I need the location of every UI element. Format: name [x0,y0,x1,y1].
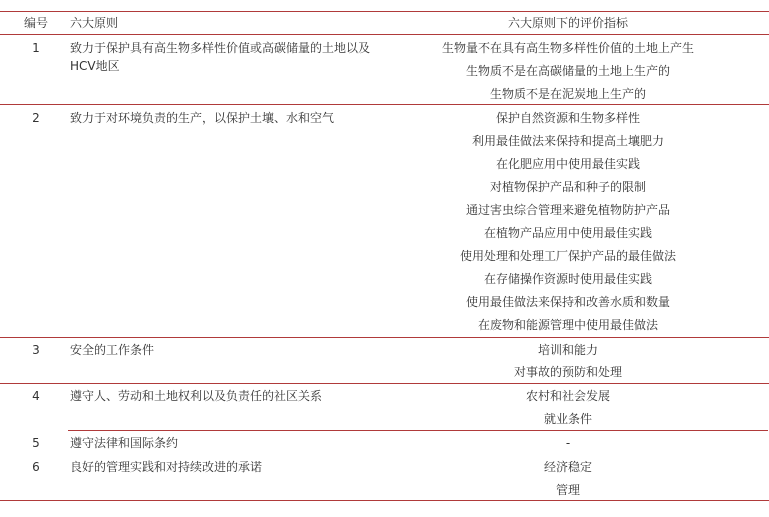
row-1-principle-line-2: HCV地区 [70,59,120,73]
row-4-indicator-2: 就业条件 [543,412,592,426]
row-1-principle-line-1: 致力于保护具有高生物多样性价值或高碳储量的土地以及 [70,41,371,55]
row-5-principle: 遵守法律和国际条约 [70,436,179,450]
header-indicators: 六大原则下的评价指标 [507,16,628,30]
row-2-indicator-6: 在植物产品应用中使用最佳实践 [483,226,652,240]
row-2-indicator-5: 通过害虫综合管理来避免植物防护产品 [465,203,670,217]
row-1-indicator-2: 生物质不是在高碳储量的土地上生产的 [465,64,670,78]
row-5-indicator-1: - [565,436,571,450]
row-3-indicator-1: 培训和能力 [537,343,598,357]
row-3-principle: 安全的工作条件 [70,343,155,357]
row-2-indicator-4: 对植物保护产品和种子的限制 [489,180,646,194]
row-1-indicator-1: 生物量不在具有高生物多样性价值的土地上产生 [441,41,694,55]
row-6-principle: 良好的管理实践和对持续改进的承诺 [70,460,263,474]
row-3-indicator-2: 对事故的预防和处理 [513,365,622,379]
row-6-number: 6 [32,460,40,474]
row-2-indicator-2: 利用最佳做法来保持和提高土壤肥力 [471,134,664,148]
row-2-indicator-9: 使用最佳做法来保持和改善水质和数量 [465,295,670,309]
row-6-indicator-1: 经济稳定 [543,460,592,474]
header-number: 编号 [23,16,48,30]
row-3-rule [0,383,769,384]
row-2-indicator-3: 在化肥应用中使用最佳实践 [495,157,640,171]
header-rule [0,34,769,35]
row-2-number: 2 [32,111,40,125]
row-1-number: 1 [32,41,40,55]
row-5-number: 5 [32,436,40,450]
row-2-principle: 致力于对环境负责的生产，以保护土壤、水和空气 [70,111,335,125]
row-4-rule [68,430,768,431]
row-1-indicator-3: 生物质不是在泥炭地上生产的 [489,87,646,101]
header-principle: 六大原则 [70,16,119,30]
row-1-rule [0,104,769,105]
row-4-indicator-1: 农村和社会发展 [525,389,610,403]
row-4-principle: 遵守人、劳动和土地权利以及负责任的社区关系 [70,389,323,403]
bottom-rule [0,500,769,501]
row-2-indicator-8: 在存储操作资源时使用最佳实践 [483,272,652,286]
row-2-indicator-7: 使用处理和处理工厂保护产品的最佳做法 [459,249,676,263]
row-2-rule [0,337,769,338]
row-4-number: 4 [32,389,40,403]
top-rule [0,11,769,12]
row-2-indicator-1: 保护自然资源和生物多样性 [495,111,640,125]
row-3-number: 3 [32,343,40,357]
row-6-indicator-2: 管理 [555,483,580,497]
row-2-indicator-10: 在废物和能源管理中使用最佳做法 [477,318,658,332]
